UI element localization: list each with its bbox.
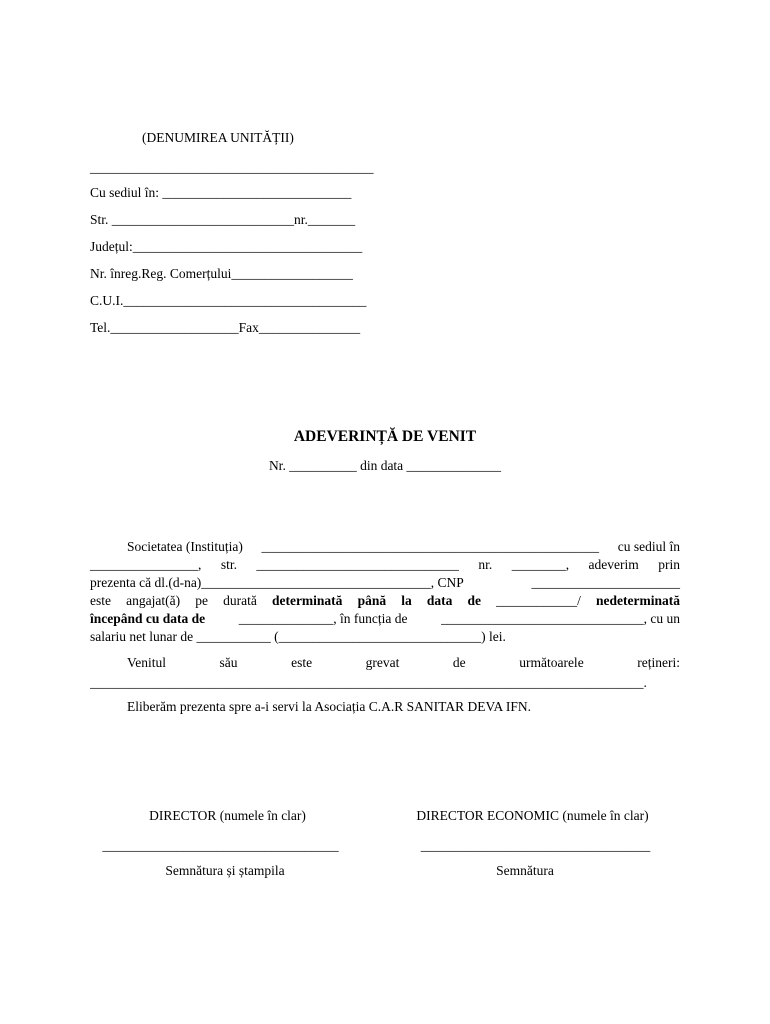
economic-director-label: DIRECTOR ECONOMIC (numele în clar) xyxy=(416,808,649,823)
tel-fax-field: Tel.___________________Fax_______________ xyxy=(90,320,361,335)
text-fragment: prezenta că dl.(d-na)__________________________________, CNP xyxy=(90,575,464,590)
text-fragment: ______________________________ xyxy=(256,557,459,572)
text-fragment: următoarele xyxy=(519,655,584,670)
text-fragment-bold: determinată xyxy=(271,593,343,608)
text-fragment: Societatea (Instituția) xyxy=(127,539,243,554)
text-fragment: ________________, xyxy=(90,557,202,572)
director-label: DIRECTOR (numele în clar) xyxy=(149,808,306,823)
text-fragment-bold: până xyxy=(357,593,387,608)
paragraph-1-line-4 xyxy=(90,593,680,609)
text-fragment: ______________, în funcția de xyxy=(238,611,408,626)
paragraph-1-line-2 xyxy=(90,557,680,573)
document-title: ADEVERINȚĂ DE VENIT xyxy=(293,428,477,445)
text-fragment: grevat xyxy=(365,655,400,670)
text-fragment: ____________/ xyxy=(496,593,581,608)
cui-field: C.U.I.____________________________________ xyxy=(90,293,367,308)
text-fragment: prin xyxy=(658,557,680,572)
county-field: Județul:__________________________________ xyxy=(90,239,363,254)
text-fragment: cu sediul în xyxy=(617,539,680,554)
document-number-line: Nr. __________ din data ______________ xyxy=(268,458,502,473)
paragraph-1-line-1 xyxy=(127,539,680,555)
text-fragment: de xyxy=(452,655,466,670)
paragraph-1-line-6: salariu net lunar de ___________ (______________________________) lei. xyxy=(90,629,506,644)
text-fragment: adeverim xyxy=(588,557,639,572)
text-fragment: este xyxy=(90,593,111,608)
text-fragment: pe xyxy=(195,593,208,608)
text-fragment: Venitul xyxy=(127,655,166,670)
text-fragment-bold: la xyxy=(401,593,412,608)
economic-director-signature-caption: Semnătura xyxy=(496,863,554,878)
text-fragment: este xyxy=(291,655,313,670)
paragraph-2-line-1 xyxy=(127,655,680,671)
text-fragment: rețineri: xyxy=(637,655,680,670)
text-fragment-bold: nedeterminată xyxy=(596,593,680,608)
text-fragment: angajat(ă) xyxy=(126,593,181,608)
text-fragment-bold: începând cu data de xyxy=(90,611,206,626)
sediu-field: Cu sediul în: ____________________________ xyxy=(90,185,352,200)
paragraph-2-line-2: __________________________________________________________________________________. xyxy=(90,675,647,690)
text-fragment: str. xyxy=(220,557,237,572)
text-fragment-bold: de xyxy=(467,593,481,608)
text-fragment: durată xyxy=(223,593,257,608)
text-fragment: său xyxy=(219,655,238,670)
director-signature-caption: Semnătura și ștampila xyxy=(165,863,285,878)
paragraph-1-line-3 xyxy=(90,575,680,591)
unit-name-label: (DENUMIREA UNITĂȚII) xyxy=(142,130,294,145)
text-fragment: ________, xyxy=(511,557,570,572)
paragraph-1-line-5 xyxy=(90,611,680,627)
text-fragment-bold: data xyxy=(426,593,453,608)
text-fragment: ______________________________, cu un xyxy=(441,611,680,626)
street-field: Str. ___________________________nr._______ xyxy=(90,212,356,227)
text-fragment: ______________________ xyxy=(531,575,680,590)
trade-register-field: Nr. înreg.Reg. Comerțului__________________ xyxy=(90,266,353,281)
text-fragment: nr. xyxy=(478,557,493,572)
text-fragment: __________________________________________________ xyxy=(261,539,600,554)
director-signature-line: ___________________________________ xyxy=(102,838,339,853)
unit-name-blank: __________________________________________ xyxy=(90,160,374,175)
paragraph-3: Eliberăm prezenta spre a-i servi la Asociația C.A.R SANITAR DEVA IFN. xyxy=(127,699,531,714)
economic-director-signature-line: __________________________________ xyxy=(420,838,651,853)
